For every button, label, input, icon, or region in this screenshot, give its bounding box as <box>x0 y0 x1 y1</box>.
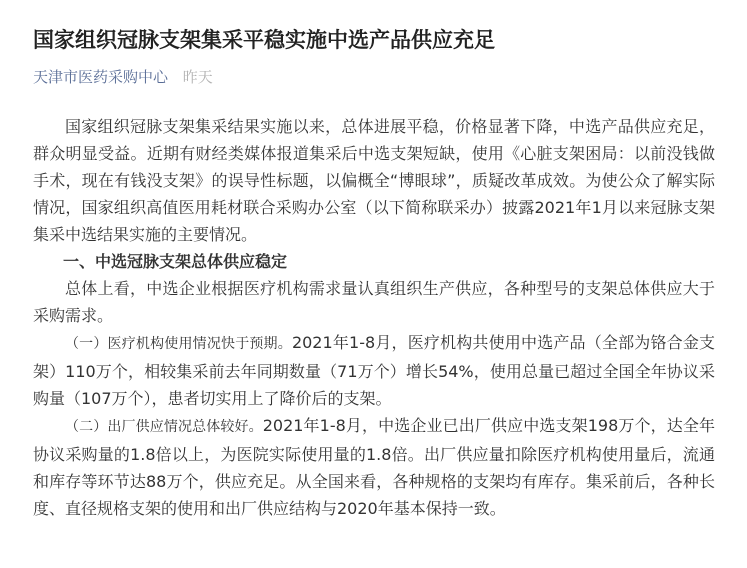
account-name-link[interactable]: 天津市医药采购中心 <box>33 68 169 86</box>
article-body <box>33 113 715 522</box>
paragraph-supply-text: 2021年1-8月，中选企业已出厂供应中选支架198万个，达全年协议采购量的1.8倍以上，为医院实际使用量的1.8倍。出厂供应量扣除医疗机构使用量后，流通和库存等环节达88万个，供应充足。从全国来看，各种规格的支架均有库存。集采前后，各种长度、直径规格支架的使用和出厂供应结构与2020年基本保持一致。 <box>33 416 715 518</box>
article-meta <box>33 66 715 88</box>
subheading-supply: （二）出厂供应情况总体较好。 <box>65 419 263 435</box>
paragraph-intro: 国家组织冠脉支架集采结果实施以来，总体进展平稳，价格显著下降，中选产品供应充足，群众明显受益。近期有财经类媒体报道集采后中选支架短缺，使用《心脏支架困局：以前没钱做手术，现在有钱没支架》的误导性标题，以偏概全“博眼球”，质疑改革成效。为使公众了解实际情况，国家组织高值医用耗材联合采购办公室（以下简称联采办）披露2021年1月以来冠脉支架集采中选结果实施的主要情况。 <box>33 117 715 244</box>
paragraph-supply <box>33 412 715 522</box>
paragraph-usage <box>33 329 715 412</box>
paragraph-overview: 总体上看，中选企业根据医疗机构需求量认真组织生产供应，各种型号的支架总体供应大于采购需求。 <box>33 279 715 325</box>
subheading-usage: （一）医疗机构使用情况快于预期。 <box>65 336 292 352</box>
paragraph-usage-text: 2021年1-8月，医疗机构共使用中选产品（全部为铬合金支架）110万个，相较集采前去年同期数量（71万个）增长54%，使用总量已超过全国全年协议采购量（107万个），患者切实用上了降价后的支架。 <box>33 333 716 408</box>
section-heading: 一、中选冠脉支架总体供应稳定 <box>63 252 288 271</box>
publish-time: 昨天 <box>182 68 213 86</box>
article-title: 国家组织冠脉支架集采平稳实施中选产品供应充足 <box>33 28 495 52</box>
